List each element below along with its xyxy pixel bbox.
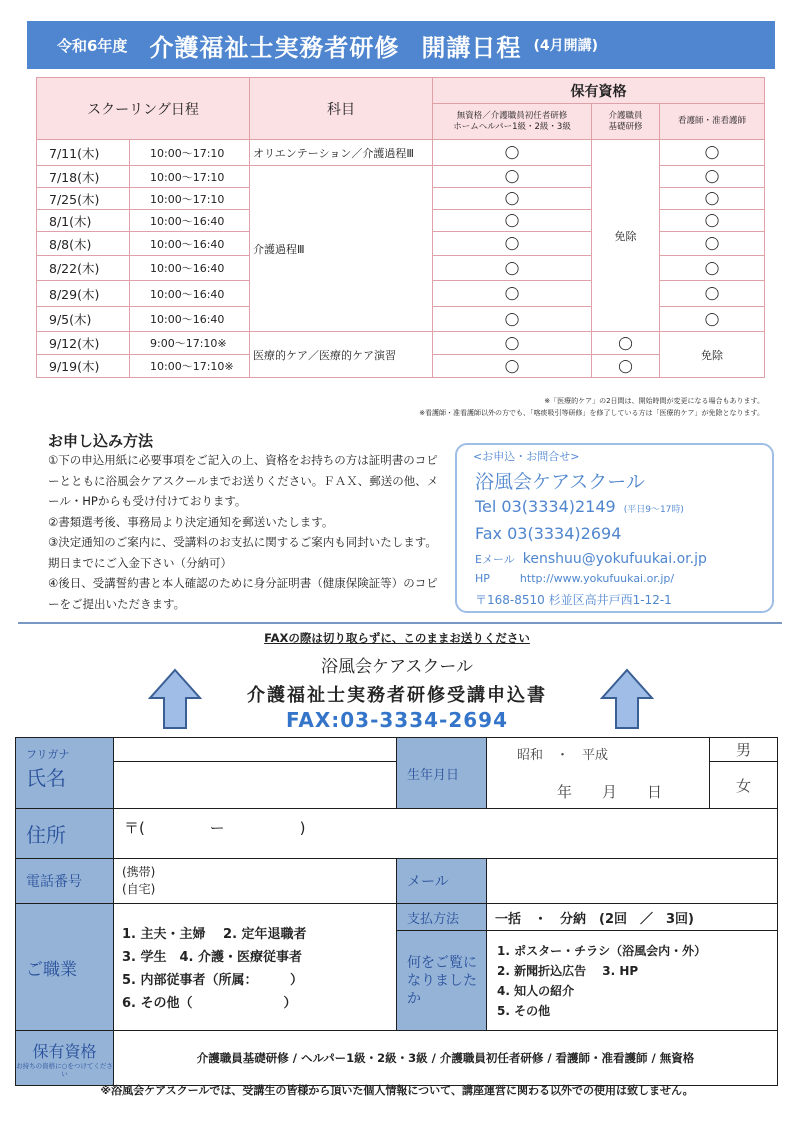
schedule-time: 10:00～16:40 [130,232,250,256]
schedule-row [37,140,765,166]
schedule-time: 10:00～16:40 [130,307,250,332]
method-step-2: ②書類選考後、事務局より決定通知を郵送いたします。 [48,514,334,529]
schedule-date: 7/18(木) [37,166,130,188]
qual-none-header: 無資格／介護職員初任者研修 ホームヘルパー1級・2級・3級 [433,104,592,140]
qual-nurse-mark: ◯ [660,210,765,232]
address-field[interactable] [114,809,778,859]
occupation-options[interactable] [114,904,397,1031]
contact-fax: Fax 03(3334)2694 [475,524,622,543]
email-label: Eメール [475,553,515,566]
qual-basic-header: 介護職員 基礎研修 [592,104,660,140]
method-step-1: ①下の申込用紙に必要事項をご記入の上、資格をお持ちの方は証明書のコピーとともに浴風会ケアスクールまでお送りください。ＦＡＸ、郵送の他、メール・HPからも受け付けております。 [48,453,439,508]
qual-none-mark: ◯ [433,332,592,355]
schedule-time: 10:00～17:10 [130,188,250,210]
hp-label: HP [475,572,490,585]
schedule-date: 7/11(木) [37,140,130,166]
occupation-label: ご職業 [16,904,114,1031]
qual-none-mark: ◯ [433,281,592,307]
mobile-label: (携帯) [122,865,156,879]
mail-field[interactable] [487,859,778,904]
schedule-table [36,77,765,378]
schedule-note-2: ※看護師・准看護師以外の方でも、「喀痰吸引等研修」を修了している方は「医療的ケア」が免除となります。 [419,409,764,417]
address-label: 住所 [16,809,114,859]
tel-hours: (平日9～17時) [623,505,684,515]
email-link[interactable]: kenshuu@yokufuukai.or.jp [522,551,707,567]
furigana-label: フリガナ [26,748,70,761]
qual-nurse-exempt: 免除 [660,332,765,378]
schedule-date: 8/1(木) [37,210,130,232]
name-field[interactable] [114,762,397,809]
gender-female[interactable]: 女 [710,762,778,809]
schedule-header: スクーリング日程 [37,78,250,140]
contact-box [455,443,774,613]
schedule-time: 10:00～17:10 [130,166,250,188]
page-title-schedule: 開講日程 [421,33,522,62]
schedule-note-1: ※「医療的ケア」の2日間は、開始時間が変更になる場合もあります。 [544,397,764,405]
birth-label: 生年月日 [397,738,487,809]
qual-none-mark: ◯ [433,140,592,166]
qual-none-mark: ◯ [433,256,592,281]
method-title: お申し込み方法 [48,432,154,450]
name-label: 氏名 [26,766,66,790]
qual-basic-mark: ◯ [592,332,660,355]
furigana-field[interactable] [114,738,397,762]
postal-code: 〒( ー ) [124,819,306,837]
schedule-time: 9:00～17:10※ [130,332,250,355]
method-body [48,450,443,614]
schedule-time: 10:00～16:40 [130,281,250,307]
qual-basic-mark: ◯ [592,355,660,378]
schedule-date: 7/25(木) [37,188,130,210]
mail-label: メール [397,859,487,904]
contact-school: 浴風会ケアスクール [475,471,645,493]
up-arrow-icon [600,668,654,730]
schedule-date: 8/22(木) [37,256,130,281]
method-step-4: ④後日、受講誓約書と本人確認のために身分証明書（健康保険証等）のコピーをご提出いただきます。 [48,576,438,611]
qual-none-mark: ◯ [433,210,592,232]
phone-field[interactable] [114,859,397,904]
schedule-subject: 医療的ケア／医療的ケア演習 [250,332,433,378]
era-options: 昭和 ・ 平成 [517,748,609,763]
occupation-option-1[interactable]: 1. 主夫・主婦 2. 定年退職者 [122,927,307,942]
qual-none-mark: ◯ [433,355,592,378]
qual-nurse-mark: ◯ [660,188,765,210]
phone-label: 電話番号 [16,859,114,904]
qual-none-mark: ◯ [433,307,592,332]
cut-divider [18,622,782,624]
form-school-name: 浴風会ケアスクール [321,657,473,677]
application-form [15,737,778,1086]
hp-link[interactable]: http://www.yokufuukai.or.jp/ [519,572,675,585]
how-options[interactable] [487,931,778,1031]
schedule-date: 8/8(木) [37,232,130,256]
schedule-time: 10:00～16:40 [130,256,250,281]
how-option-2[interactable]: 2. 新聞折込広告 3. HP [497,964,639,978]
qual-none-mark: ◯ [433,232,592,256]
occupation-option-2[interactable]: 3. 学生 4. 介護・医療従事者 [122,950,303,965]
quals-label-cell [16,1031,114,1086]
page-title: 介護福祉士実務者研修 [149,33,400,62]
qual-nurse-mark: ◯ [660,166,765,188]
how-option-4[interactable]: 5. その他 [497,1004,551,1018]
fax-note [0,630,794,646]
how-option-3[interactable]: 4. 知人の紹介 [497,984,575,998]
name-label-cell [16,738,114,809]
occupation-option-4[interactable]: 6. その他（ ） [122,996,297,1011]
quals-header: 保有資格 [433,78,765,104]
contact-email [475,551,707,567]
schedule-time: 10:00～17:10※ [130,355,250,378]
schedule-row [37,332,765,355]
occupation-option-3[interactable]: 5. 内部従事者（所属： ） [122,973,304,988]
subject-header: 科目 [250,78,433,140]
schedule-date: 9/19(木) [37,355,130,378]
schedule-subject: 介護過程Ⅲ [250,166,433,332]
contact-address: 〒168-8510 杉並区高井戸西1-12-1 [475,593,672,607]
year-label: 令和6年度 [57,36,128,55]
fax-note-rest: は切り取らずに、このままお送りください [311,631,530,645]
payment-options[interactable]: 一括 ・ 分納 (2回 ／ 3回) [487,904,778,931]
quals-label: 保有資格 [32,1041,97,1061]
tel-number: Tel 03(3334)2149 [475,497,616,516]
qual-nurse-mark: ◯ [660,140,765,166]
quals-note: お持ちの資格に○をつけてください [16,1061,113,1078]
qual-basic-exempt: 免除 [592,140,660,332]
form-title: 介護福祉士実務者研修受講申込書 [247,685,547,706]
qual-nurse-header: 看護師・准看護師 [660,104,765,140]
header-banner [27,21,775,69]
home-label: (自宅) [122,882,156,896]
qual-none-mark: ◯ [433,188,592,210]
fax-note-emph: FAXの際 [264,631,312,645]
how-label: 何をご覧になりましたか [397,931,487,1031]
schedule-date: 9/12(木) [37,332,130,355]
schedule-date: 8/29(木) [37,281,130,307]
qual-nurse-mark: ◯ [660,256,765,281]
method-step-3: ③決定通知のご案内に、受講料のお支払に関するご案内も同封いたします。期日までにご入金下さい（分納可） [48,535,437,570]
ymd-labels: 年 月 日 [557,783,663,801]
contact-tel [475,497,684,516]
qual-nurse-mark: ◯ [660,307,765,332]
schedule-subject: オリエンテーション／介護過程Ⅲ [250,140,433,166]
gender-male[interactable]: 男 [710,738,778,762]
contact-heading: <お申込・お問合せ> [473,450,580,463]
quals-options[interactable]: 介護職員基礎研修 / ヘルパー1級・2級・3級 / 介護職員初任者研修 / 看護師・准看護師 / 無資格 [114,1031,778,1086]
schedule-time: 10:00～16:40 [130,210,250,232]
page-subtitle: (4月開講) [533,38,598,54]
up-arrow-icon [148,668,202,730]
privacy-footnote: ※浴風会ケアスクールでは、受講生の皆様から頂いた個人情報について、講座運営に関わる以外での使用は致しません。 [100,1084,694,1097]
payment-label: 支払方法 [397,904,487,931]
schedule-date: 9/5(木) [37,307,130,332]
contact-hp [475,572,674,585]
qual-nurse-mark: ◯ [660,281,765,307]
form-fax-number: FAX:03-3334-2694 [285,708,509,732]
qual-none-mark: ◯ [433,166,592,188]
schedule-time: 10:00～17:10 [130,140,250,166]
how-option-1[interactable]: 1. ポスター・チラシ（浴風会内・外） [497,944,707,958]
qual-nurse-mark: ◯ [660,232,765,256]
birthdate-field[interactable] [487,738,710,809]
